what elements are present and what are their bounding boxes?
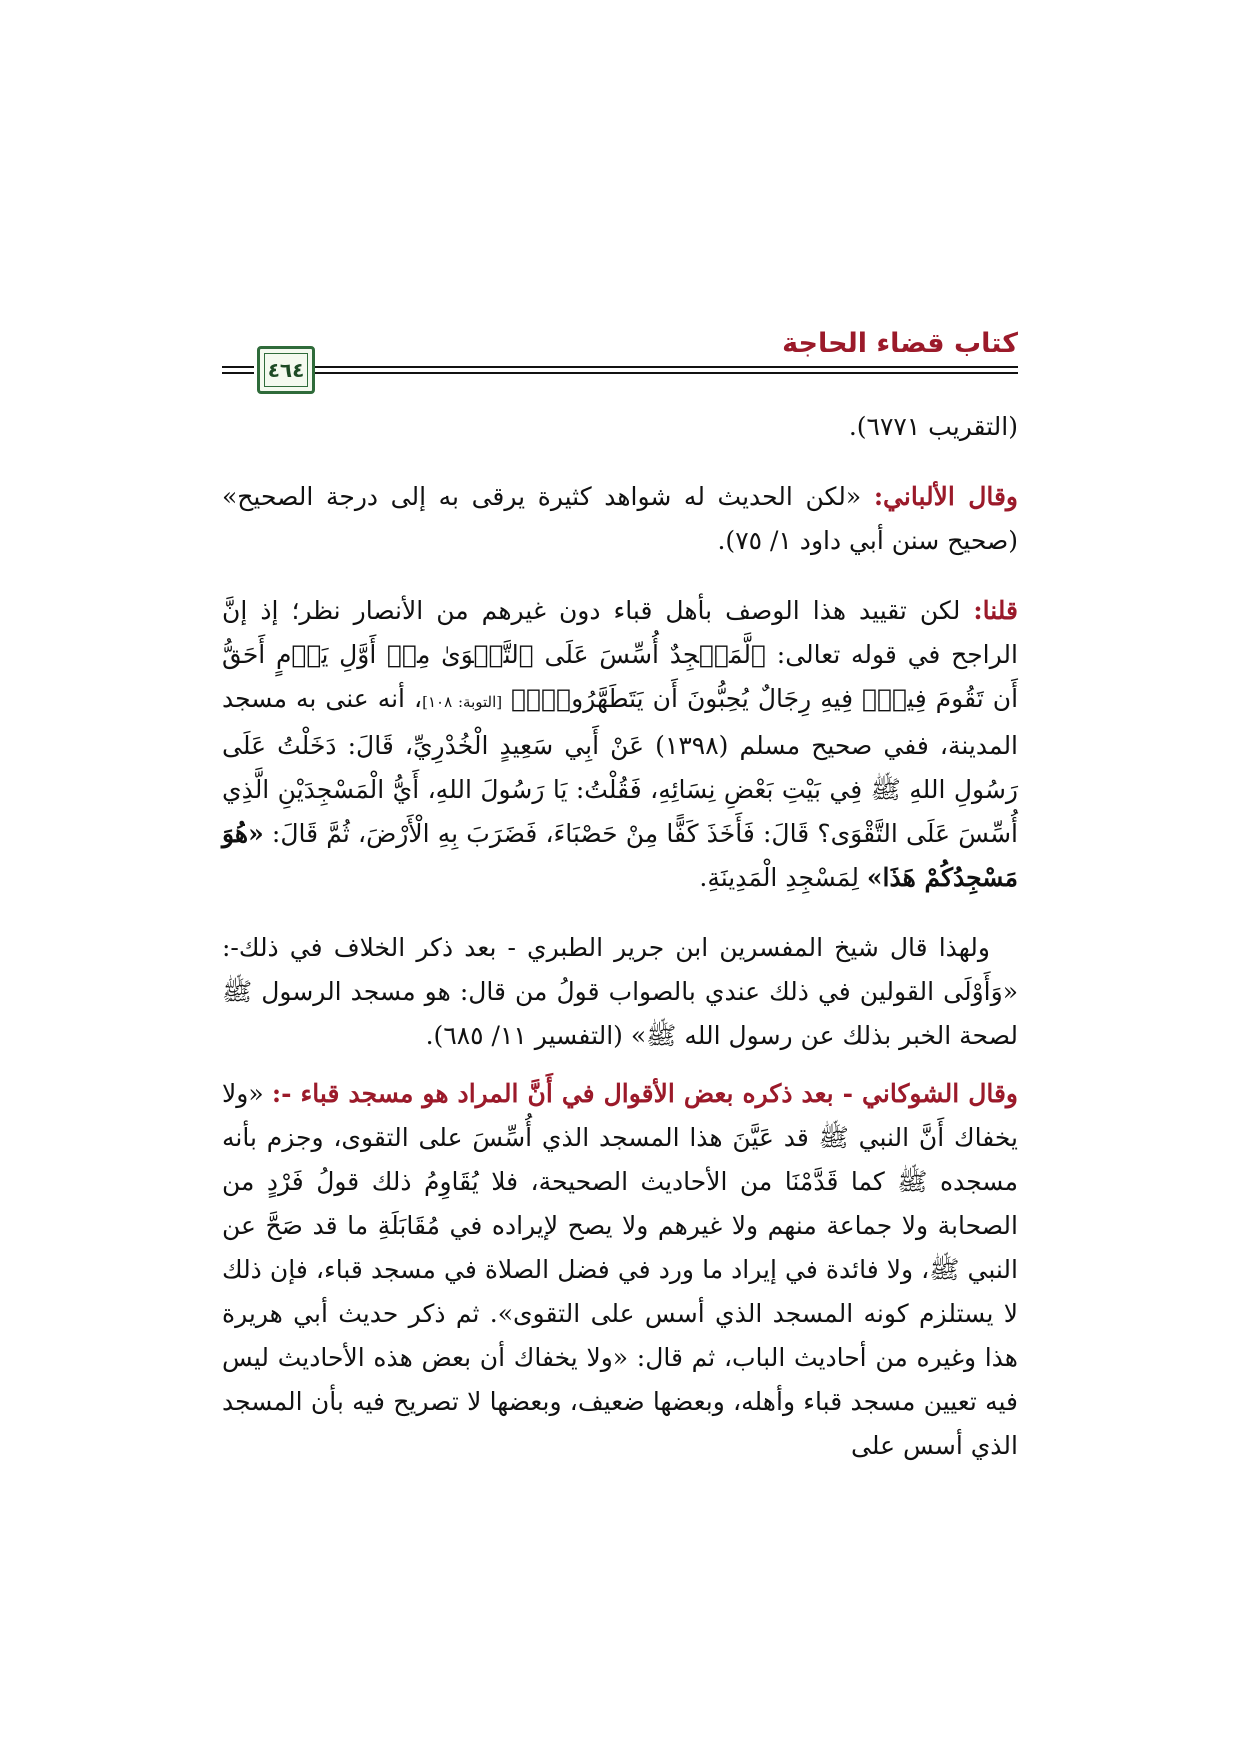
quran-reference: [التوبة: ١٠٨] bbox=[422, 693, 503, 711]
qulna-text-a: لكن تقييد هذا الوصف بأهل قباء دون غيرهم من الأنصار نظر؛ إذ إنَّ الراجح في قوله تعالى: ﴿لَّمَسۡجِدٌ أُسِّسَ عَلَى ٱلتَّقۡوَىٰ مِنۡ أَوَّلِ يَوۡمٍ أَحَقُّ أَن تَقُومَ فِيهِۚ فِيهِ رِجَالٌ يُحِبُّونَ أَن يَتَطَهَّرُواْۚ﴾ bbox=[222, 596, 1019, 713]
citation-text: (التقريب ٦٧٧١). bbox=[848, 412, 1018, 441]
page-number-badge bbox=[257, 346, 315, 394]
header-rule bbox=[222, 372, 254, 374]
header-rule bbox=[312, 372, 1018, 374]
paragraph-citation bbox=[222, 405, 1018, 449]
albani-quote: «لكن الحديث له شواهد كثيرة يرقى به إلى درجة الصحيح» (صحيح سنن أبي داود ١/ ٧٥). bbox=[222, 482, 1018, 555]
hadith-quote: «هُوَ مَسْجِدُكُمْ هَذَا» bbox=[222, 819, 1018, 892]
paragraph-shawkani bbox=[222, 1072, 1018, 1468]
paragraph-qulna bbox=[222, 589, 1018, 900]
paragraph-tabari bbox=[222, 926, 1018, 1058]
speaker-label-shawkani: وقال الشوكاني - بعد ذكره بعض الأقوال في أَنَّ المراد هو مسجد قباء -: bbox=[271, 1079, 1018, 1108]
page-header bbox=[222, 320, 1018, 400]
tabari-text: ولهذا قال شيخ المفسرين ابن جرير الطبري - بعد ذكر الخلاف في ذلك-: «وَأَوْلَى القولين في ذلك عندي بالصواب قولُ من قال: هو مسجد الرسول ﷺ لصحة الخبر بذلك عن رسول الله ﷺ» (التفسير ١١/ ٦٨٥). bbox=[222, 933, 1018, 1050]
page-body bbox=[222, 405, 1018, 1468]
shawkani-text: «ولا يخفاك أَنَّ النبي ﷺ قد عَيَّنَ هذا المسجد الذي أُسِّسَ على التقوى، وجزم بأنه مسجده ﷺ كما قَدَّمْنَا من الأحاديث الصحيحة، فلا يُقَاوِمُ ذلك قولُ فَرْدٍ من الصحابة ولا جماعة منهم ولا غيرهم ولا يصح لإيراده في مُقَابَلَةِ ما قد صَحَّ عن النبي ﷺ، ولا فائدة في إيراد ما ورد في فضل الصلاة في مسجد قباء، فإن ذلك لا يستلزم كونه المسجد الذي أسس على التقوى». ثم ذكر حديث أبي هريرة هذا وغيره من أحاديث الباب، ثم قال: «ولا يخفاك أن بعض هذه الأحاديث ليس فيه تعيين مسجد قباء وأهله، وبعضها ضعيف، وبعضها لا تصريح فيه بأن المسجد الذي أسس على bbox=[222, 1079, 1018, 1460]
header-rule bbox=[312, 366, 1018, 368]
paragraph-albani bbox=[222, 475, 1018, 563]
qulna-text-b: ، أنه عنى به مسجد المدينة، ففي صحيح مسلم (١٣٩٨) عَنْ أَبِي سَعِيدٍ الْخُدْرِيِّ، قَالَ: دَخَلْتُ عَلَى رَسُولِ اللهِ ﷺ فِي بَيْتِ بَعْضِ نِسَائِهِ، فَقُلْتُ: يَا رَسُولَ اللهِ، أَيُّ الْمَسْجِدَيْنِ الَّذِي أُسِّسَ عَلَى التَّقْوَى؟ قَالَ: فَأَخَذَ كَفًّا مِنْ حَصْبَاءَ، فَضَرَبَ بِهِ الْأَرْضَ، ثُمَّ قَالَ: bbox=[222, 684, 1019, 848]
speaker-label-albani: وقال الألباني: bbox=[873, 482, 1018, 511]
page-number: ٤٦٤ bbox=[264, 353, 308, 387]
speaker-label-qulna: قلنا: bbox=[973, 596, 1018, 625]
header-rule bbox=[222, 366, 254, 368]
book-title: كتاب قضاء الحاجة bbox=[782, 328, 1018, 359]
qulna-text-c: لِمَسْجِدِ الْمَدِينَةِ. bbox=[699, 863, 867, 892]
